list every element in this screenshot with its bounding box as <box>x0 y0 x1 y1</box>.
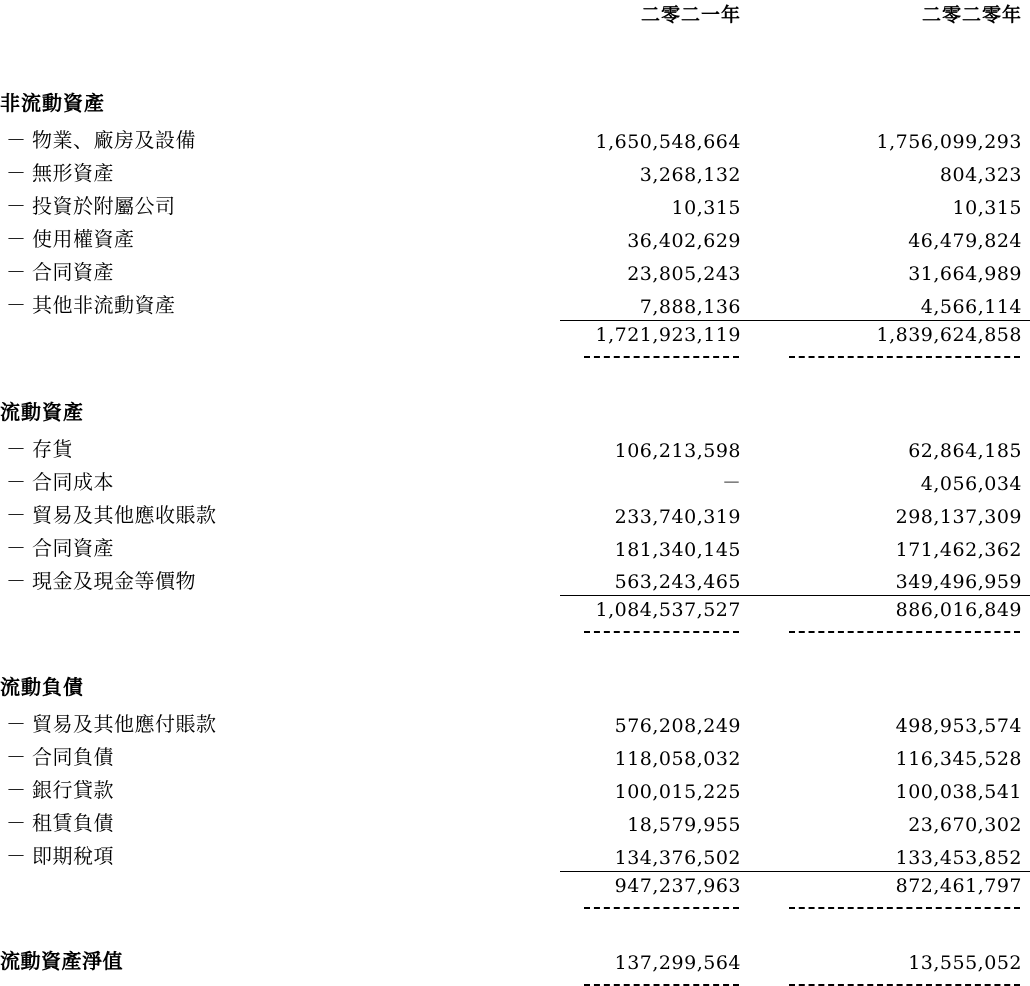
row-label-text: 現金及現金等價物 <box>32 568 196 593</box>
row-label-text: 使用權資產 <box>32 227 135 251</box>
dash-marker: － <box>6 844 27 868</box>
row-value-2020: 349,496,959 <box>895 571 1022 593</box>
row-value-2021: 100,015,225 <box>614 781 741 803</box>
row-value-2021: 181,340,145 <box>614 538 741 561</box>
header-year-2020: 二零二零年 <box>921 4 1022 26</box>
row-value-2021: 118,058,032 <box>614 748 741 770</box>
dash-marker: － <box>6 436 27 461</box>
dash-marker: － <box>6 161 27 185</box>
table-row <box>0 497 1030 530</box>
row-value-2021: 134,376,502 <box>614 846 741 869</box>
row-label <box>0 563 560 596</box>
total-underline-row <box>0 623 1030 633</box>
row-label <box>0 431 560 464</box>
row-label-text: 存貨 <box>32 436 73 461</box>
row-label-text: 合同成本 <box>32 469 114 494</box>
row-label <box>0 805 560 838</box>
dashed-underline-2020 <box>765 348 1030 358</box>
row-label <box>0 188 560 221</box>
row-value-2020: 804,323 <box>939 164 1022 186</box>
table-row <box>0 431 1030 464</box>
header-blank <box>0 0 560 29</box>
spacer <box>0 29 1030 83</box>
row-label-text: 租賃負債 <box>32 811 114 835</box>
row-value-2021: 3,268,132 <box>639 164 741 186</box>
table-row <box>0 122 1030 155</box>
total-value-2020: 886,016,849 <box>765 596 1030 624</box>
dash-marker: － <box>6 128 27 152</box>
dash-marker: － <box>6 745 27 769</box>
row-label-text: 合同負債 <box>32 745 114 769</box>
section-title-current-liabilities <box>0 667 1030 706</box>
row-value-2020: 171,462,362 <box>895 538 1022 561</box>
section-title-label: 非流動資產 <box>0 91 105 115</box>
net-underline-row <box>0 976 1030 986</box>
total-underline-row <box>0 348 1030 358</box>
row-value-2020: 1,756,099,293 <box>876 131 1022 153</box>
row-value-2020: 46,479,824 <box>908 230 1022 252</box>
dash-marker: － <box>6 712 27 736</box>
row-value-2021: 1,650,548,664 <box>595 131 741 153</box>
row-value-2021: 36,402,629 <box>627 230 741 252</box>
row-label-text: 物業、廠房及設備 <box>32 128 196 152</box>
row-value-2020: 4,056,034 <box>920 472 1022 495</box>
row-label <box>0 739 560 772</box>
net-current-assets-row <box>0 943 1030 976</box>
dash-marker: － <box>6 811 27 835</box>
row-label-text: 即期稅項 <box>32 844 114 868</box>
table-row <box>0 221 1030 254</box>
header-year-2021: 二零二一年 <box>640 4 741 26</box>
row-label <box>0 464 560 497</box>
row-label-text: 貿易及其他應收賬款 <box>32 502 217 527</box>
row-value-2020: 116,345,528 <box>895 748 1022 770</box>
table-row <box>0 155 1030 188</box>
net-current-assets-2021: 137,299,564 <box>614 951 741 974</box>
total-underline-row <box>0 899 1030 909</box>
row-value-2020: 498,953,574 <box>895 715 1022 737</box>
dash-marker: － <box>6 293 27 317</box>
spacer <box>0 909 1030 943</box>
dashed-underline-2021 <box>560 348 765 358</box>
row-value-2020: 62,864,185 <box>908 439 1022 462</box>
table-row <box>0 530 1030 563</box>
row-value-2020: 298,137,309 <box>895 505 1022 528</box>
dashed-underline-2021 <box>560 899 765 909</box>
row-value-2020: 4,566,114 <box>920 295 1022 318</box>
total-value-2020: 872,461,797 <box>765 871 1030 899</box>
row-value-2020: 23,670,302 <box>908 814 1022 836</box>
table-row <box>0 287 1030 320</box>
total-value-2021: 1,721,923,119 <box>560 320 765 348</box>
table-header-row <box>0 0 1030 29</box>
row-value-2021: 23,805,243 <box>627 263 741 285</box>
row-value-2020: 10,315 <box>952 197 1022 219</box>
row-value-2020: 100,038,541 <box>895 781 1022 803</box>
total-value-2021: 1,084,537,527 <box>560 596 765 624</box>
section-title-noncurrent-assets <box>0 83 1030 122</box>
row-label <box>0 155 560 188</box>
table-row <box>0 739 1030 772</box>
row-label <box>0 254 560 287</box>
dash-marker: － <box>6 502 27 527</box>
table-row <box>0 706 1030 739</box>
dash-marker: － <box>6 568 27 593</box>
row-value-2020: 133,453,852 <box>895 846 1022 869</box>
row-label <box>0 287 560 320</box>
table-row <box>0 464 1030 497</box>
net-current-assets-2020: 13,555,052 <box>908 951 1022 974</box>
section-total-row <box>0 596 1030 624</box>
dash-marker: － <box>6 260 27 284</box>
dashed-underline-2021 <box>560 976 765 986</box>
row-value-2021: 233,740,319 <box>614 505 741 528</box>
total-label <box>0 871 560 899</box>
row-label-text: 投資於附屬公司 <box>32 194 176 218</box>
section-title-label: 流動資產 <box>0 399 84 424</box>
total-label <box>0 320 560 348</box>
dashed-underline-2020 <box>765 623 1030 633</box>
row-value-2020: 31,664,989 <box>908 263 1022 285</box>
row-label-text: 銀行貸款 <box>32 778 114 802</box>
dash-marker: － <box>6 535 27 560</box>
row-value-2021: 10,315 <box>671 197 741 219</box>
row-label <box>0 530 560 563</box>
row-label-text: 貿易及其他應付賬款 <box>32 712 217 736</box>
row-value-2021: 563,243,465 <box>614 571 741 593</box>
table-row <box>0 563 1030 596</box>
row-label <box>0 497 560 530</box>
row-label <box>0 838 560 871</box>
row-label <box>0 772 560 805</box>
table-row <box>0 805 1030 838</box>
spacer <box>0 633 1030 667</box>
row-value-2021: 106,213,598 <box>614 439 741 462</box>
row-label-text: 其他非流動資產 <box>32 293 176 317</box>
row-label-text: 無形資產 <box>32 161 114 185</box>
dash-marker: － <box>6 194 27 218</box>
total-label <box>0 596 560 624</box>
row-value-2021: 576,208,249 <box>614 715 741 737</box>
row-value-2021: 7,888,136 <box>639 295 741 318</box>
table-row <box>0 188 1030 221</box>
section-title-label: 流動負債 <box>0 675 84 699</box>
table-row <box>0 254 1030 287</box>
row-value-2021: 18,579,955 <box>627 814 741 836</box>
dashed-underline-2020 <box>765 976 1030 986</box>
section-title-current-assets <box>0 392 1030 431</box>
section-total-row <box>0 871 1030 899</box>
row-label-text: 合同資產 <box>32 535 114 560</box>
row-label <box>0 706 560 739</box>
dash-marker: － <box>6 778 27 802</box>
row-label <box>0 221 560 254</box>
row-label-text: 合同資產 <box>32 260 114 284</box>
section-total-row <box>0 320 1030 348</box>
row-label <box>0 122 560 155</box>
total-value-2021: 947,237,963 <box>560 871 765 899</box>
table-row <box>0 838 1030 871</box>
dashed-underline-2021 <box>560 623 765 633</box>
spacer <box>0 358 1030 392</box>
dash-marker: － <box>6 469 27 494</box>
row-value-2021: － <box>721 471 741 494</box>
total-value-2020: 1,839,624,858 <box>765 320 1030 348</box>
dash-marker: － <box>6 227 27 251</box>
table-row <box>0 772 1030 805</box>
dashed-underline-2020 <box>765 899 1030 909</box>
net-current-assets-label: 流動資產淨值 <box>0 948 123 973</box>
